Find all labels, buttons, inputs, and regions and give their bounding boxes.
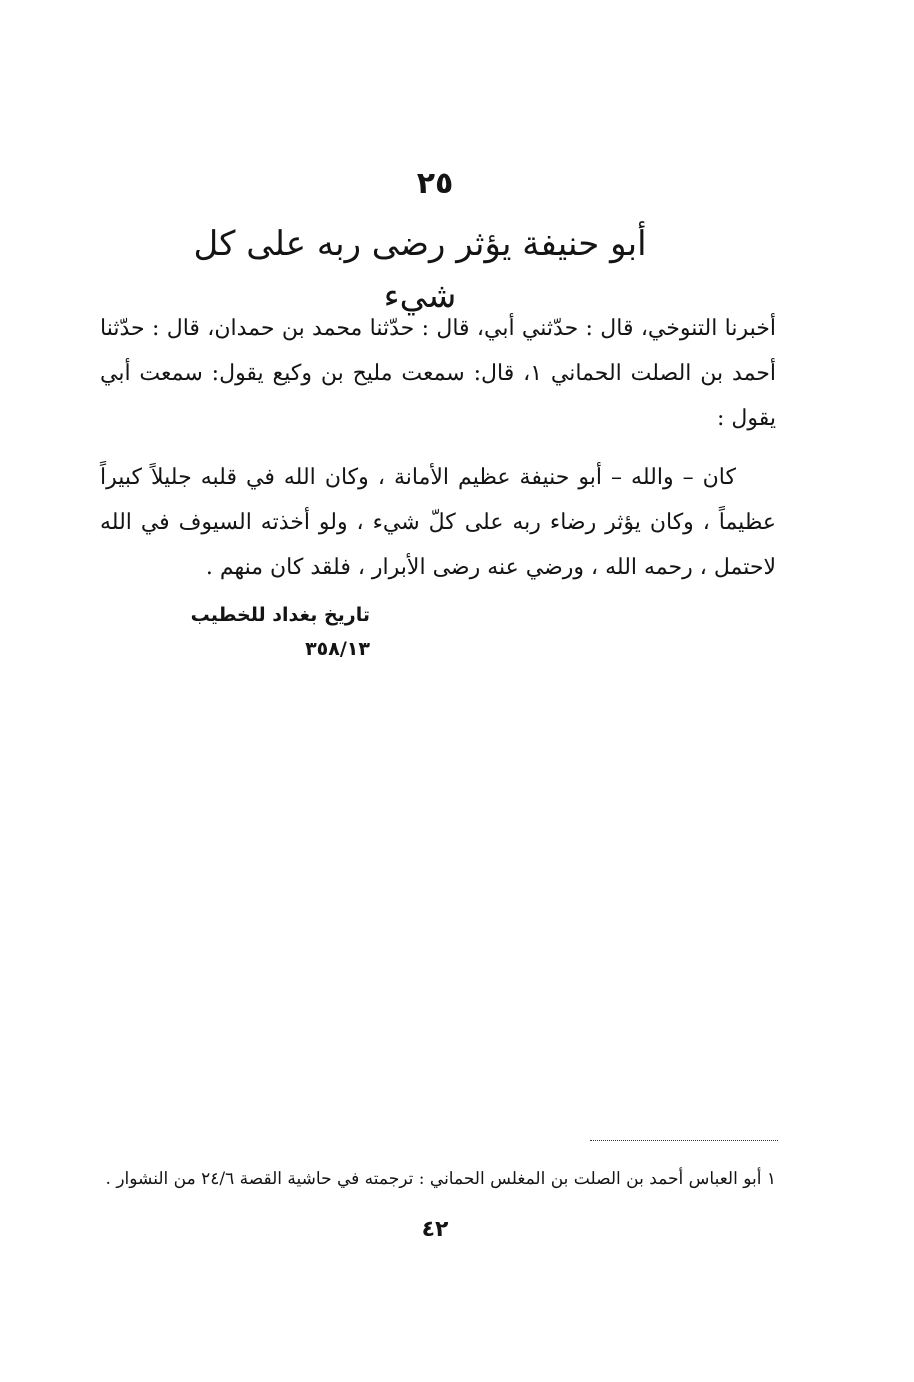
- story-body: [100, 306, 776, 590]
- story-title: أبو حنيفة يؤثر رضى ربه على كل شيء: [193, 224, 647, 316]
- footnote: ١ أبو العباس أحمد بن الصلت بن المغلس الحماني : ترجمته في حاشية القصة ٢٤/٦ من النشوار .: [105, 1169, 776, 1189]
- story-number: ٢٥: [416, 166, 454, 201]
- footnote-divider: [590, 1140, 778, 1141]
- story-text-paragraph: كان – والله – أبو حنيفة عظيم الأمانة ، وكان الله في قلبه جليلاً كبيراً عظيماً ، وكان يؤثر رضاء ربه على كلّ شيء ، ولو أخذته السيوف في الله لاحتمل ، رحمه الله ، ورضي عنه رضى الأبرار ، فلقد كان منهم .: [100, 465, 776, 580]
- narration-chain-paragraph: أخبرنا التنوخي، قال : حدّثني أبي، قال : حدّثنا محمد بن حمدان، قال : حدّثنا أحمد بن الصلت الحماني ١، قال: سمعت مليح بن وكيع يقول: سمعت أبي يقول :: [100, 316, 776, 431]
- source-citation: تاريخ بغداد للخطيب ٣٥٨/١٣: [190, 604, 370, 660]
- page-number: ٤٢: [421, 1217, 449, 1242]
